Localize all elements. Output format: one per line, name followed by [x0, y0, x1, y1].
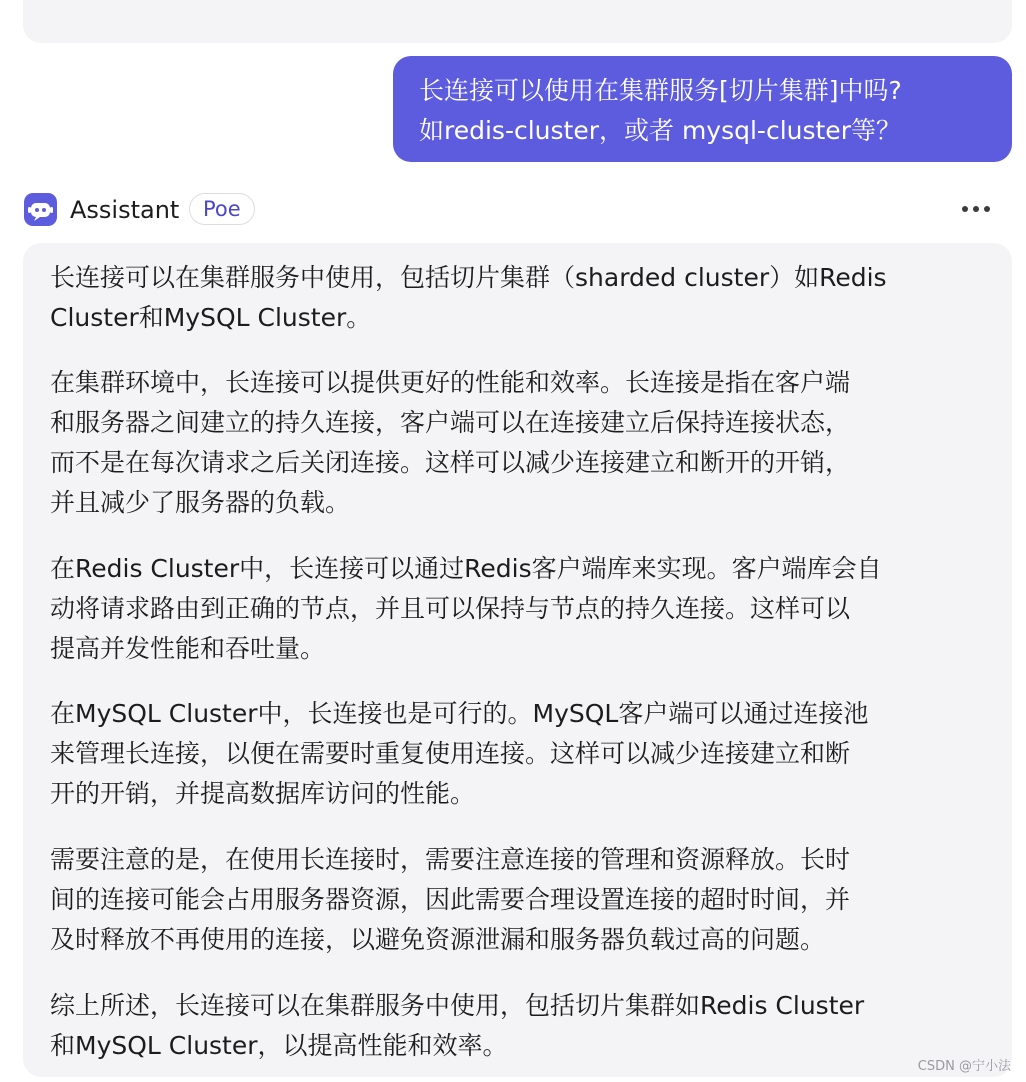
bot-message-paragraph: [50, 840, 850, 960]
bot-message-paragraph: [50, 986, 864, 1066]
paragraph-line: 并且减少了服务器的负载。: [50, 488, 351, 517]
robot-icon[interactable]: [24, 193, 57, 226]
paragraph-line: 在集群环境中，长连接可以提供更好的性能和效率。长连接是指在客户端: [50, 368, 851, 397]
paragraph-line: 开的开销，并提高数据库访问的性能。: [50, 779, 476, 808]
bot-name[interactable]: Assistant: [70, 196, 180, 224]
more-horizontal-icon: [962, 206, 968, 212]
paragraph-line: 间的连接可能会占用服务器资源，因此需要合理设置连接的超时时间，并: [50, 885, 851, 914]
paragraph-line: 在Redis Cluster中，长连接可以通过Redis客户端库来实现。客户端库会自: [50, 554, 882, 583]
paragraph-line: 长连接可以在集群服务中使用，包括切片集群（sharded cluster）如Redis: [50, 263, 887, 292]
bot-message-paragraph: [50, 694, 868, 814]
paragraph-line: 和服务器之间建立的持久连接，客户端可以在连接建立后保持连接状态，: [50, 408, 851, 437]
user-message-line: 长连接可以使用在集群服务[切片集群]中吗?: [419, 76, 902, 105]
more-horizontal-icon: [984, 206, 990, 212]
bot-message-paragraph: [50, 363, 850, 523]
paragraph-line: 及时释放不再使用的连接，以避免资源泄漏和服务器负载过高的问题。: [50, 925, 826, 954]
more-horizontal-icon: [973, 206, 979, 212]
paragraph-line: 而不是在每次请求之后关闭连接。这样可以减少连接建立和断开的开销，: [50, 448, 851, 477]
paragraph-line: 来管理长连接，以便在需要时重复使用连接。这样可以减少连接建立和断: [50, 739, 851, 768]
more-options-button[interactable]: [958, 194, 994, 224]
paragraph-line: 和MySQL Cluster，以提高性能和效率。: [50, 1031, 508, 1060]
bot-message: [23, 243, 1012, 1077]
user-message-line: 如redis-cluster，或者 mysql-cluster等？: [419, 116, 901, 145]
bot-header: [23, 192, 1012, 228]
user-message: [393, 56, 1012, 162]
paragraph-line: Cluster和MySQL Cluster。: [50, 303, 372, 332]
bot-provider-badge: Poe: [189, 193, 255, 225]
previous-bot-message: [23, 0, 1012, 43]
paragraph-line: 需要注意的是，在使用长连接时，需要注意连接的管理和资源释放。长时: [50, 845, 851, 874]
csdn-watermark: CSDN @宁小法: [917, 1059, 1011, 1074]
bot-message-paragraph: [50, 549, 882, 669]
paragraph-line: 动将请求路由到正确的节点，并且可以保持与节点的持久连接。这样可以: [50, 594, 851, 623]
paragraph-line: 综上所述，长连接可以在集群服务中使用，包括切片集群如Redis Cluster: [50, 991, 865, 1020]
paragraph-line: 提高并发性能和吞吐量。: [50, 634, 326, 663]
bot-message-paragraph: [50, 258, 887, 338]
paragraph-line: 在MySQL Cluster中，长连接也是可行的。MySQL客户端可以通过连接池: [50, 699, 869, 728]
